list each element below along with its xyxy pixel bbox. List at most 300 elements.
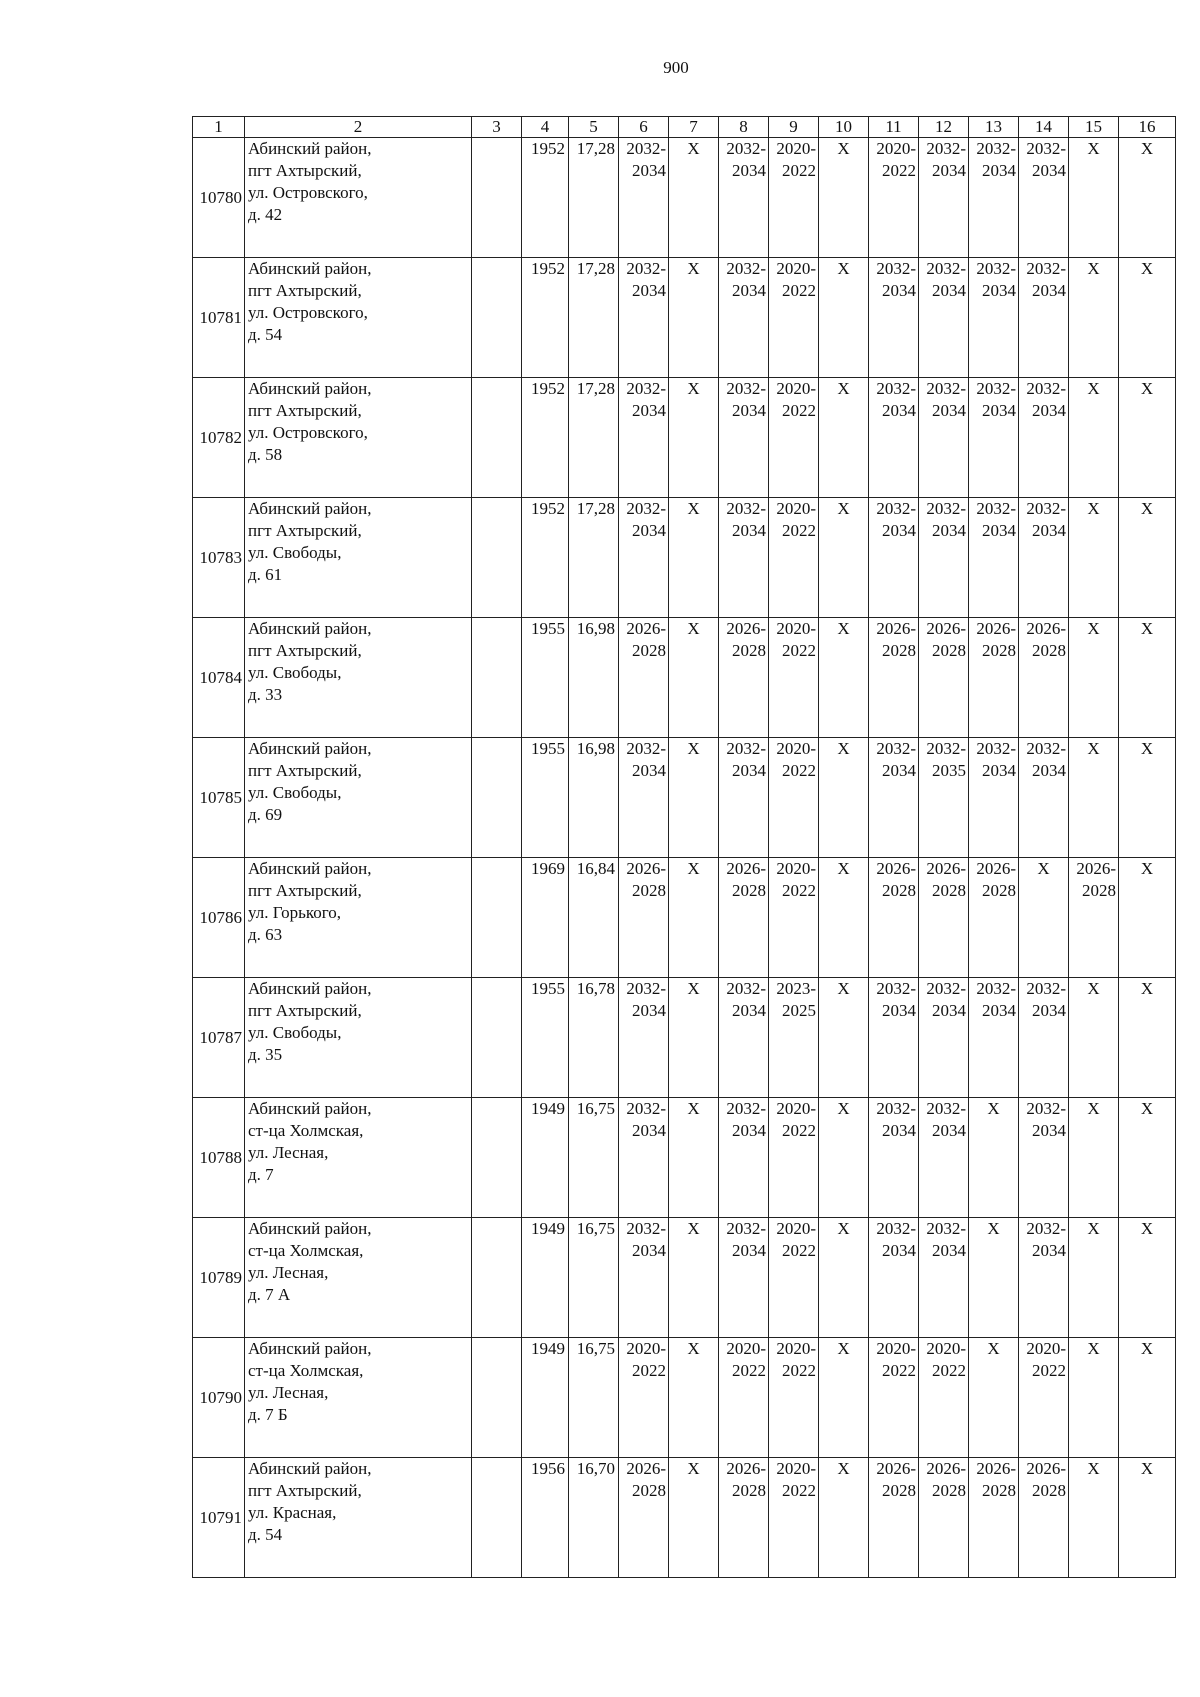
period-cell: [719, 1458, 769, 1578]
period-line: 2034: [732, 1241, 766, 1260]
period-line: 2034: [732, 761, 766, 780]
not-applicable-cell: [819, 138, 869, 258]
period-line: 2034: [882, 521, 916, 540]
period-line: 2034: [1032, 401, 1066, 420]
period-line: 2026-: [926, 619, 966, 638]
period-cell: [719, 258, 769, 378]
mark-text: Х: [687, 1459, 700, 1478]
not-applicable-cell: [1119, 738, 1176, 858]
mark-text: Х: [1140, 379, 1154, 398]
period-line: 2034: [882, 761, 916, 780]
mark-text: Х: [1087, 1459, 1100, 1478]
period-line: 2028: [882, 1481, 916, 1500]
period-cell: [969, 1458, 1019, 1578]
mark-text: Х: [687, 259, 700, 278]
period-line: 2022: [782, 1121, 816, 1140]
period-line: 2020-: [776, 619, 816, 638]
period-cell: [619, 738, 669, 858]
address-line: Абинский район,: [248, 259, 372, 278]
period-cell: [769, 1098, 819, 1218]
period-line: 2034: [1032, 1121, 1066, 1140]
value-cell: 17,28: [569, 138, 619, 258]
mark-text: Х: [1087, 1219, 1100, 1238]
period-line: 2034: [1032, 1241, 1066, 1260]
period-line: 2032-: [876, 1099, 916, 1118]
not-applicable-cell: [1069, 738, 1119, 858]
period-line: 2034: [932, 281, 966, 300]
period-cell: [969, 138, 1019, 258]
period-line: 2034: [732, 281, 766, 300]
period-line: 2032-: [1026, 1219, 1066, 1238]
address-line: д. 7 Б: [248, 1405, 288, 1424]
period-line: 2026-: [976, 619, 1016, 638]
period-line: 2020-: [926, 1339, 966, 1358]
not-applicable-cell: [1119, 258, 1176, 378]
not-applicable-cell: [669, 378, 719, 498]
period-cell: [619, 258, 669, 378]
period-line: 2034: [1032, 161, 1066, 180]
mark-text: Х: [837, 139, 850, 158]
period-cell: [619, 498, 669, 618]
period-cell: [869, 1338, 919, 1458]
period-line: 2022: [782, 281, 816, 300]
period-line: 2028: [982, 1481, 1016, 1500]
column-header: 12: [919, 117, 969, 138]
mark-text: Х: [1087, 379, 1100, 398]
value-cell: 17,28: [569, 498, 619, 618]
period-cell: [719, 978, 769, 1098]
address-cell: [245, 1338, 472, 1458]
period-cell: [769, 618, 819, 738]
period-cell: [619, 378, 669, 498]
column-3-cell: [472, 1098, 522, 1218]
row-number-cell: 10787: [193, 978, 245, 1098]
address-line: ст-ца Холмская,: [248, 1361, 364, 1380]
not-applicable-cell: [819, 618, 869, 738]
period-cell: [769, 738, 819, 858]
period-cell: [769, 498, 819, 618]
period-line: 2022: [782, 1481, 816, 1500]
not-applicable-cell: [1119, 1098, 1176, 1218]
address-line: пгт Ахтырский,: [248, 1481, 362, 1500]
value-cell: 17,28: [569, 258, 619, 378]
period-line: 2022: [782, 761, 816, 780]
value-cell: 16,70: [569, 1458, 619, 1578]
period-line: 2034: [732, 1121, 766, 1140]
not-applicable-cell: [1069, 498, 1119, 618]
value-cell: 16,75: [569, 1098, 619, 1218]
period-line: 2032-: [926, 499, 966, 518]
period-line: 2034: [932, 1241, 966, 1260]
period-line: 2034: [932, 401, 966, 420]
period-line: 2032-: [726, 139, 766, 158]
period-cell: [769, 1338, 819, 1458]
mark-text: Х: [1087, 139, 1100, 158]
period-line: 2032-: [1026, 979, 1066, 998]
column-3-cell: [472, 138, 522, 258]
period-cell: [1019, 1458, 1069, 1578]
period-cell: [969, 738, 1019, 858]
address-line: д. 33: [248, 685, 283, 704]
period-cell: [919, 1458, 969, 1578]
mark-text: Х: [1140, 139, 1154, 158]
build-year-cell: 1952: [522, 498, 569, 618]
mark-text: Х: [687, 1219, 700, 1238]
mark-text: Х: [1140, 1099, 1154, 1118]
not-applicable-cell: [1119, 378, 1176, 498]
period-cell: [719, 138, 769, 258]
period-line: 2034: [1032, 281, 1066, 300]
period-line: 2034: [982, 161, 1016, 180]
address-line: ул. Лесная,: [248, 1263, 329, 1282]
table-row: [193, 138, 1176, 258]
value-cell: 16,78: [569, 978, 619, 1098]
period-cell: [969, 498, 1019, 618]
not-applicable-cell: [1069, 378, 1119, 498]
not-applicable-cell: [669, 1218, 719, 1338]
mark-text: Х: [1140, 1339, 1154, 1358]
period-line: 2025: [782, 1001, 816, 1020]
column-header: 1: [193, 117, 245, 138]
period-line: 2032-: [1026, 739, 1066, 758]
mark-text: Х: [837, 499, 850, 518]
row-number-cell: 10782: [193, 378, 245, 498]
address-line: Абинский район,: [248, 139, 372, 158]
period-line: 2032-: [926, 979, 966, 998]
period-line: 2032-: [726, 1099, 766, 1118]
period-line: 2032-: [626, 739, 666, 758]
period-cell: [769, 378, 819, 498]
column-3-cell: [472, 498, 522, 618]
period-line: 2022: [782, 401, 816, 420]
period-line: 2022: [632, 1361, 666, 1380]
not-applicable-cell: [1069, 258, 1119, 378]
period-line: 2032-: [876, 259, 916, 278]
mark-text: Х: [1087, 259, 1100, 278]
period-line: 2026-: [876, 1459, 916, 1478]
period-line: 2020-: [776, 1219, 816, 1238]
period-line: 2034: [632, 1241, 666, 1260]
period-cell: [719, 618, 769, 738]
period-line: 2034: [982, 761, 1016, 780]
table-row: [193, 1458, 1176, 1578]
not-applicable-cell: [1119, 1218, 1176, 1338]
period-line: 2022: [882, 1361, 916, 1380]
mark-text: Х: [837, 1219, 850, 1238]
period-cell: [719, 738, 769, 858]
period-line: 2032-: [626, 139, 666, 158]
period-cell: [719, 498, 769, 618]
period-cell: [619, 1458, 669, 1578]
column-3-cell: [472, 1338, 522, 1458]
address-line: пгт Ахтырский,: [248, 521, 362, 540]
period-cell: [919, 258, 969, 378]
period-line: 2020-: [776, 1339, 816, 1358]
column-header: 13: [969, 117, 1019, 138]
mark-text: Х: [1140, 499, 1154, 518]
table-row: [193, 858, 1176, 978]
period-cell: [1019, 1098, 1069, 1218]
period-line: 2020-: [876, 1339, 916, 1358]
period-line: 2032-: [726, 739, 766, 758]
period-cell: [619, 858, 669, 978]
period-line: 2020-: [776, 739, 816, 758]
column-3-cell: [472, 1218, 522, 1338]
period-line: 2032-: [626, 1219, 666, 1238]
period-line: 2032-: [876, 379, 916, 398]
period-cell: [719, 1218, 769, 1338]
period-cell: [1019, 738, 1069, 858]
build-year-cell: 1956: [522, 1458, 569, 1578]
not-applicable-cell: [1069, 1098, 1119, 1218]
period-line: 2026-: [1026, 619, 1066, 638]
mark-text: Х: [837, 739, 850, 758]
period-cell: [1019, 258, 1069, 378]
mark-text: Х: [687, 379, 700, 398]
not-applicable-cell: [1119, 1458, 1176, 1578]
address-line: ул. Островского,: [248, 303, 368, 322]
address-line: д. 54: [248, 325, 283, 344]
period-cell: [719, 1338, 769, 1458]
address-line: ул. Свободы,: [248, 543, 342, 562]
period-cell: [1019, 1338, 1069, 1458]
column-header: 2: [245, 117, 472, 138]
mark-text: Х: [1140, 619, 1154, 638]
mark-text: Х: [837, 379, 850, 398]
mark-text: Х: [687, 139, 700, 158]
period-cell: [869, 978, 919, 1098]
period-cell: [919, 618, 969, 738]
period-line: 2032-: [876, 979, 916, 998]
period-cell: [919, 1218, 969, 1338]
not-applicable-cell: [819, 858, 869, 978]
address-cell: [245, 1458, 472, 1578]
period-cell: [619, 138, 669, 258]
period-line: 2032-: [1026, 259, 1066, 278]
period-line: 2032-: [726, 499, 766, 518]
period-line: 2032-: [626, 259, 666, 278]
address-line: д. 54: [248, 1525, 283, 1544]
period-line: 2020-: [776, 499, 816, 518]
mark-text: Х: [687, 859, 700, 878]
row-number-cell: 10784: [193, 618, 245, 738]
build-year-cell: 1955: [522, 978, 569, 1098]
period-line: 2022: [932, 1361, 966, 1380]
not-applicable-cell: [969, 1098, 1019, 1218]
period-cell: [619, 618, 669, 738]
period-line: 2028: [882, 881, 916, 900]
column-header: 5: [569, 117, 619, 138]
row-number-cell: 10791: [193, 1458, 245, 1578]
period-cell: [869, 1098, 919, 1218]
period-cell: [969, 858, 1019, 978]
period-line: 2028: [932, 641, 966, 660]
address-line: ул. Горького,: [248, 903, 342, 922]
period-cell: [869, 858, 919, 978]
address-cell: [245, 1218, 472, 1338]
not-applicable-cell: [669, 138, 719, 258]
table-row: [193, 498, 1176, 618]
address-line: Абинский район,: [248, 1459, 372, 1478]
mark-text: Х: [687, 1099, 700, 1118]
column-header: 4: [522, 117, 569, 138]
row-number-cell: 10780: [193, 138, 245, 258]
mark-text: Х: [1087, 1099, 1100, 1118]
period-line: 2032-: [976, 499, 1016, 518]
table-row: [193, 978, 1176, 1098]
address-line: д. 7 А: [248, 1285, 291, 1304]
address-line: ул. Островского,: [248, 423, 368, 442]
address-line: Абинский район,: [248, 1219, 372, 1238]
period-line: 2026-: [1076, 859, 1116, 878]
period-cell: [969, 378, 1019, 498]
period-line: 2034: [882, 401, 916, 420]
address-line: ст-ца Холмская,: [248, 1121, 364, 1140]
column-3-cell: [472, 258, 522, 378]
not-applicable-cell: [969, 1338, 1019, 1458]
period-line: 2022: [782, 641, 816, 660]
row-number-cell: 10781: [193, 258, 245, 378]
period-line: 2026-: [726, 859, 766, 878]
period-cell: [1069, 858, 1119, 978]
mark-text: Х: [1087, 619, 1100, 638]
period-line: 2028: [1032, 1481, 1066, 1500]
not-applicable-cell: [1119, 858, 1176, 978]
period-line: 2028: [1032, 641, 1066, 660]
build-year-cell: 1952: [522, 378, 569, 498]
row-number-cell: 10785: [193, 738, 245, 858]
address-line: пгт Ахтырский,: [248, 161, 362, 180]
value-cell: 16,98: [569, 618, 619, 738]
period-line: 2032-: [926, 139, 966, 158]
period-cell: [919, 1338, 969, 1458]
period-line: 2028: [732, 641, 766, 660]
address-line: ст-ца Холмская,: [248, 1241, 364, 1260]
period-cell: [719, 1098, 769, 1218]
column-header: 14: [1019, 117, 1069, 138]
address-line: Абинский район,: [248, 379, 372, 398]
mark-text: Х: [837, 1459, 850, 1478]
period-line: 2034: [732, 521, 766, 540]
period-cell: [769, 978, 819, 1098]
mark-text: Х: [1140, 1219, 1154, 1238]
table-row: [193, 258, 1176, 378]
period-line: 2032-: [976, 139, 1016, 158]
table-row: [193, 1098, 1176, 1218]
mark-text: Х: [687, 499, 700, 518]
period-line: 2028: [982, 881, 1016, 900]
not-applicable-cell: [819, 498, 869, 618]
not-applicable-cell: [819, 1098, 869, 1218]
not-applicable-cell: [819, 1338, 869, 1458]
address-line: д. 61: [248, 565, 283, 584]
value-cell: 16,75: [569, 1218, 619, 1338]
mark-text: Х: [1140, 259, 1154, 278]
period-line: 2032-: [726, 979, 766, 998]
period-cell: [869, 1458, 919, 1578]
period-line: 2020-: [776, 1099, 816, 1118]
period-line: 2020-: [776, 379, 816, 398]
address-line: ул. Лесная,: [248, 1383, 329, 1402]
not-applicable-cell: [1119, 618, 1176, 738]
period-line: 2032-: [626, 379, 666, 398]
address-line: д. 35: [248, 1045, 283, 1064]
period-line: 2026-: [876, 859, 916, 878]
address-cell: [245, 858, 472, 978]
mark-text: Х: [837, 619, 850, 638]
address-line: Абинский район,: [248, 1339, 372, 1358]
period-cell: [619, 1098, 669, 1218]
header-row: [193, 117, 1176, 138]
period-cell: [769, 1458, 819, 1578]
period-line: 2034: [632, 521, 666, 540]
not-applicable-cell: [1069, 1338, 1119, 1458]
row-number-cell: 10790: [193, 1338, 245, 1458]
period-line: 2022: [782, 1361, 816, 1380]
period-line: 2032-: [1026, 1099, 1066, 1118]
period-cell: [919, 858, 969, 978]
mark-text: Х: [987, 1219, 1000, 1238]
period-line: 2032-: [876, 1219, 916, 1238]
period-cell: [1019, 618, 1069, 738]
value-cell: 16,75: [569, 1338, 619, 1458]
period-cell: [619, 1218, 669, 1338]
period-line: 2026-: [726, 1459, 766, 1478]
column-3-cell: [472, 978, 522, 1098]
period-line: 2028: [732, 881, 766, 900]
not-applicable-cell: [1069, 618, 1119, 738]
column-header: 7: [669, 117, 719, 138]
period-line: 2032-: [926, 259, 966, 278]
period-line: 2034: [882, 1001, 916, 1020]
mark-text: Х: [687, 739, 700, 758]
period-line: 2026-: [926, 1459, 966, 1478]
address-line: ул. Островского,: [248, 183, 368, 202]
mark-text: Х: [1087, 739, 1100, 758]
period-line: 2026-: [926, 859, 966, 878]
period-line: 2032-: [926, 379, 966, 398]
not-applicable-cell: [669, 1458, 719, 1578]
address-line: ул. Свободы,: [248, 663, 342, 682]
period-line: 2034: [632, 161, 666, 180]
period-line: 2034: [1032, 1001, 1066, 1020]
period-line: 2032-: [626, 979, 666, 998]
period-line: 2028: [732, 1481, 766, 1500]
period-line: 2020-: [776, 859, 816, 878]
not-applicable-cell: [819, 1218, 869, 1338]
mark-text: Х: [1037, 859, 1050, 878]
period-line: 2034: [732, 401, 766, 420]
period-line: 2028: [1082, 881, 1116, 900]
not-applicable-cell: [1119, 498, 1176, 618]
period-line: 2032-: [876, 499, 916, 518]
mark-text: Х: [1140, 859, 1154, 878]
period-line: 2020-: [626, 1339, 666, 1358]
not-applicable-cell: [1069, 978, 1119, 1098]
table-row: [193, 378, 1176, 498]
period-line: 2020-: [776, 139, 816, 158]
address-line: пгт Ахтырский,: [248, 761, 362, 780]
period-cell: [1019, 138, 1069, 258]
period-line: 2032-: [976, 379, 1016, 398]
period-line: 2034: [1032, 761, 1066, 780]
period-cell: [869, 378, 919, 498]
period-cell: [919, 378, 969, 498]
period-line: 2034: [932, 161, 966, 180]
period-line: 2034: [632, 281, 666, 300]
build-year-cell: 1955: [522, 738, 569, 858]
address-cell: [245, 498, 472, 618]
